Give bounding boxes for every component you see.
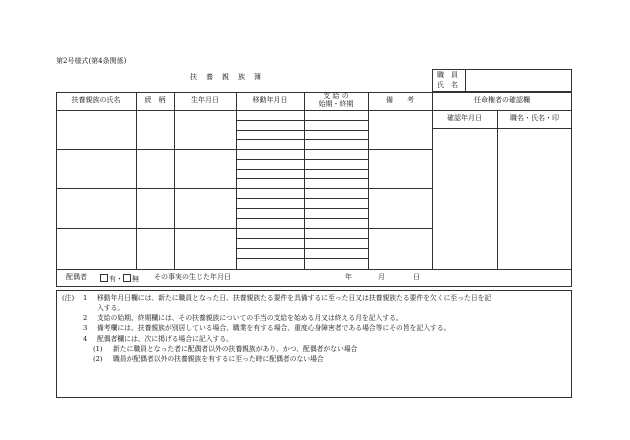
spouse-year: 年 xyxy=(345,273,352,281)
dependent-name-cell[interactable] xyxy=(57,189,136,228)
note-4-2: 職員が配偶者以外の扶養親族を有するに至った時に配偶者のない場合 xyxy=(113,355,324,363)
spouse-day: 日 xyxy=(413,273,420,281)
header-approver: 任命権者の確認欄 xyxy=(474,96,530,104)
note-1: 移動年月日欄には、新たに職員となった日、扶養親族たる要件を具備するに至った日又は扶養親族たる要件を欠くに至った日を記 xyxy=(97,294,492,302)
spouse-no-checkbox[interactable] xyxy=(123,274,131,282)
spouse-event-label: その事実の生じた年月日 xyxy=(154,273,231,281)
note-4-2-number: (2) xyxy=(93,355,103,363)
spouse-options: 有・ 無 xyxy=(100,274,139,283)
spouse-month: 月 xyxy=(378,273,385,281)
note-4-number: 4 xyxy=(83,335,88,343)
header-position-name: 職名・氏名・印 xyxy=(510,114,559,122)
header-birth: 生年月日 xyxy=(191,96,219,104)
page-title: 扶 養 親 族 簿 xyxy=(190,73,262,81)
note-3-number: 3 xyxy=(83,324,88,332)
note-1-cont: 入する。 xyxy=(97,304,125,312)
note-1-number: 1 xyxy=(83,294,88,302)
staff-name-field[interactable] xyxy=(466,70,571,91)
dependent-name-cell[interactable] xyxy=(57,229,136,269)
staff-label: 職 員 xyxy=(437,71,458,79)
note-4-1: 新たに職員となった者に配偶者以外の扶養親族があり、かつ、配偶者がない場合 xyxy=(113,345,358,353)
notes-box xyxy=(56,290,572,398)
staff-label-name: 氏 名 xyxy=(437,81,458,89)
note-2-number: 2 xyxy=(83,314,88,322)
spouse-label: 配偶者 xyxy=(66,273,87,281)
note-2: 支給の始期、終期欄には、その扶養親族についての手当の支給を始める月又は終える月を記入する。 xyxy=(97,314,403,322)
dependent-name-cell[interactable] xyxy=(57,150,136,188)
header-moved: 移動年月日 xyxy=(252,96,288,104)
note-4-1-number: (1) xyxy=(93,345,103,353)
form-id: 第2号様式(第4条関係) xyxy=(56,57,127,65)
header-remarks: 備 考 xyxy=(386,96,414,104)
notes-prefix: (注) xyxy=(62,294,75,302)
header-payment: 支 給 の xyxy=(323,92,349,100)
header-payment-period: 始期・終期 xyxy=(318,100,354,108)
note-3: 備考欄には、扶養親族が別居している場合、職業を有する場合、重度心身障害者である場合等にその旨を記入する。 xyxy=(97,324,451,332)
header-relation: 続 柄 xyxy=(144,96,166,104)
dependent-name-cell[interactable] xyxy=(57,111,136,149)
header-confirm-date: 確認年月日 xyxy=(447,114,482,122)
spouse-yes-checkbox[interactable] xyxy=(100,274,108,282)
header-name: 扶養親族の氏名 xyxy=(71,96,121,104)
note-4: 配偶者欄には、次に掲げる場合に記入する。 xyxy=(97,335,233,343)
